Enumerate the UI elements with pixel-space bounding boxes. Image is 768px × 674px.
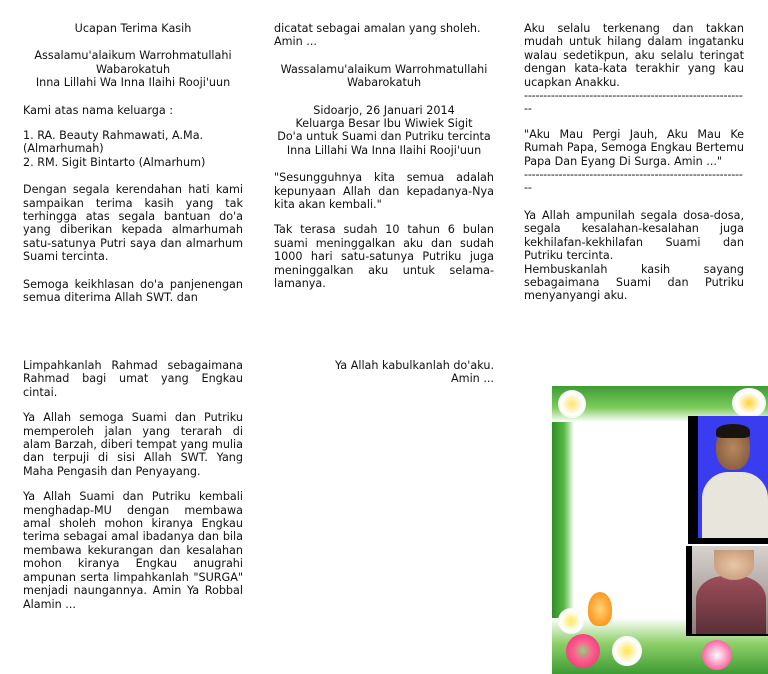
doa-heading: Do'a untuk Suami dan Putriku tercinta [277, 130, 491, 144]
amin-text: Amin ... [274, 35, 317, 49]
daughter-photo [686, 546, 768, 636]
yellow-flower-icon [558, 608, 584, 634]
column-1 [23, 22, 243, 305]
last-words-quote: "Aku Mau Pergi Jauh, Aku Mau Ke Rumah Papa, Semoga Engkau Bertemu Papa Dan Eyang Di Surga. Amin ..." [524, 127, 744, 168]
divider-top: ----------------------------------------------------------- [524, 89, 743, 116]
salam-closing-line1: Wassalamu'alaikum Warrohmatullahi [280, 62, 488, 76]
column-4 [23, 359, 243, 611]
family-name-1b: (Almarhumah) [23, 142, 104, 156]
pink-flower-icon [702, 640, 732, 670]
thanks-paragraph: Dengan segala kerendahan hati kami sampaikan terima kasih yang tak terhingga atas segala bantuan do'a yang diberikan kepada almarhumah satu-satunya Putri saya dan almarhum Suami tercinta. [23, 183, 243, 264]
family-signature: Keluarga Besar Ibu Wiwiek Sigit [295, 117, 473, 131]
salam-opening-line2: Wabarokatuh [95, 62, 171, 76]
hope-paragraph: Semoga keikhlasan do'a panjenengan semua diterima Allah SWT. dan [23, 277, 243, 305]
family-name-2: 2. RM. Sigit Bintarto (Almarhum) [23, 155, 206, 169]
column-2 [274, 22, 494, 291]
prayer-love: Hembuskanlah kasih sayang sebagaimana Suami dan Putriku menyanyangi aku. [524, 262, 744, 303]
inna-lillahi-2: Inna Lillahi Wa Inna Ilaihi Rooji'uun [286, 143, 482, 157]
amalan-line: dicatat sebagai amalan yang sholeh. [274, 22, 481, 35]
prayer-forgiveness: Ya Allah ampunilah segala dosa-dosa, segala kesalahan-kesalahan juga kekhilafan-kekhilafan Suami dan Putriku tercinta. [524, 208, 744, 263]
white-flower-icon [558, 390, 586, 418]
kami-label: Kami atas nama keluarga : [23, 103, 173, 117]
column-3 [524, 22, 744, 303]
barzah-paragraph: Ya Allah semoga Suami dan Putriku memperoleh jalan yang terarah di alam Barzah, diberi tempat yang mulia dan terpuji di sisi Allah SWT. Yang Maha Pengasih dan Penyayang. [23, 411, 243, 478]
orange-lily-icon [588, 592, 612, 626]
memorial-photo-collage [552, 386, 768, 674]
column-5 [274, 359, 494, 386]
divider-bottom: ----------------------------------------------------------- [524, 168, 743, 195]
remembrance-paragraph: Tak terasa sudah 10 tahun 6 bulan suami meninggalkan aku dan sudah 1000 hari satu-satunya Putriku juga meninggalkan aku untuk selama-lamanya. [274, 223, 494, 291]
salam-closing-line2: Wabarokatuh [346, 76, 422, 90]
page-title: Ucapan Terima Kasih [74, 22, 192, 35]
memory-paragraph: Aku selalu terkenang dan takkan mudah untuk hilang dalam ingatanku walau sedetikpun, aku selalu teringat dengan kata-kata terakhir yang kau ucapkan Anakku. [524, 22, 744, 89]
closing-amin: Amin ... [451, 372, 494, 386]
husband-photo [688, 416, 768, 544]
inna-lillahi: Inna Lillahi Wa Inna Ilaihi Rooji'uun [35, 76, 231, 90]
daisy-flower-icon [612, 636, 642, 666]
closing-prayer: Ya Allah kabulkanlah do'aku. [334, 359, 494, 372]
salam-opening-line1: Assalamu'alaikum Warrohmatullahi [34, 49, 232, 63]
place-date: Sidoarjo, 26 Januari 2014 [313, 103, 455, 117]
rahmad-paragraph: Limpahkanlah Rahmad sebagaimana Rahmad bagi umat yang Engkau cintai. [23, 359, 243, 399]
quran-quote: "Sesungguhnya kita semua adalah kepunyaan Allah dan kepadanya-Nya kita akan kembali." [274, 171, 494, 212]
pink-flower-icon [566, 634, 600, 668]
surga-paragraph: Ya Allah Suami dan Putriku kembali menghadap-MU dengan membawa amal sholeh mohon kiranya Engkau terima sebagai amal ibadanya dan bila membawa kekurangan dan kesalahan mohon kiranya Engkau anugrahi ampunan serta limpahkanlah "SURGA" menjadi naungannya. Amin Ya Robbal Alamin ... [23, 490, 243, 611]
daisy-flower-icon [732, 388, 766, 418]
family-name-1a: 1. RA. Beauty Rahmawati, A.Ma. [23, 129, 204, 143]
